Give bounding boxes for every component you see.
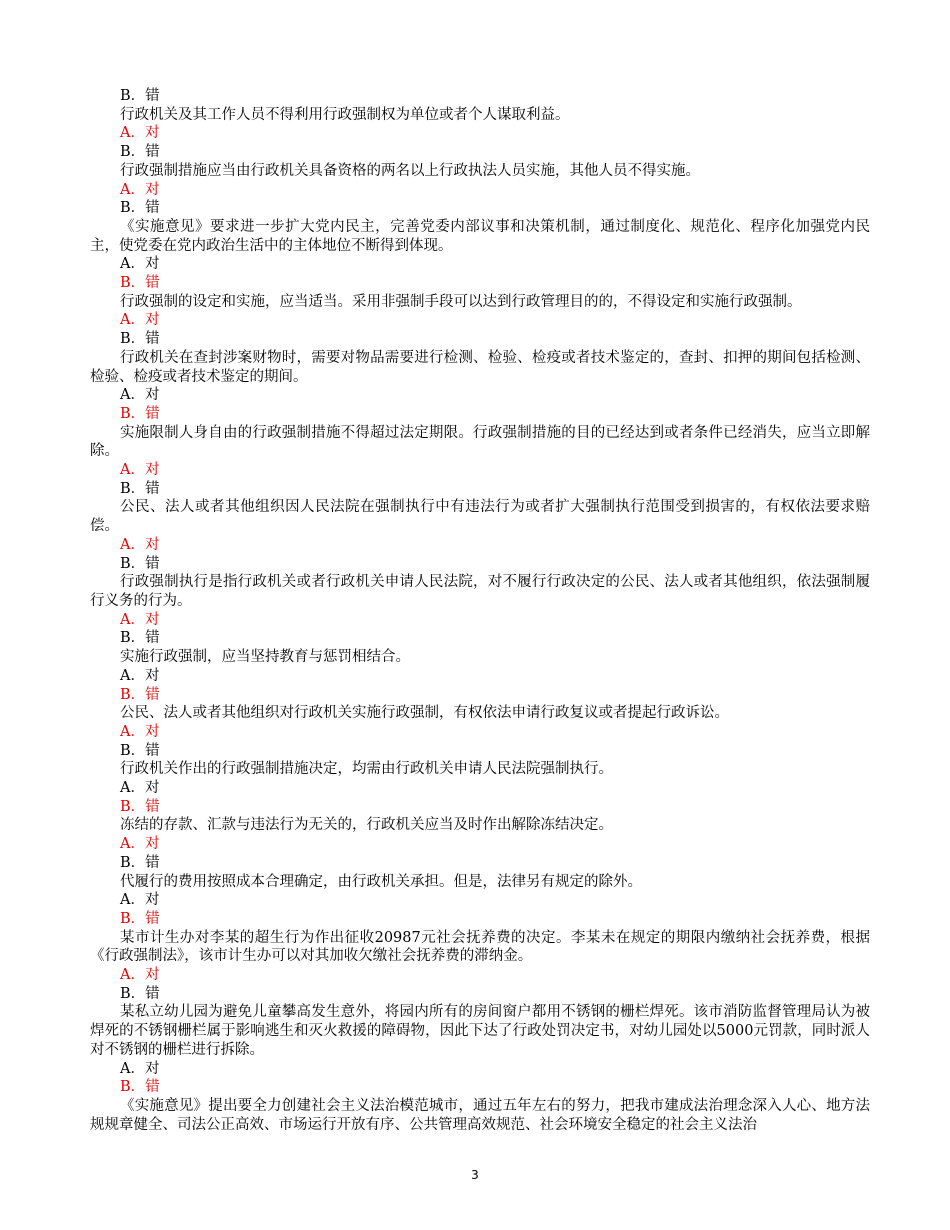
question-item (90, 816, 870, 872)
option-a: A．对 (120, 312, 160, 329)
question-text: 《实施意见》要求进一步扩大党内民主，完善党委内部议事和决策机制，通过制度化、规范化、程序化加强党内民主，使党委在党内政治生活中的主体地位不断得到体现。 (90, 218, 870, 254)
question-text: 实施行政强制，应当坚持教育与惩罚相结合。 (120, 649, 410, 666)
option-b: B．错 (120, 275, 160, 292)
option-a: A．对 (120, 387, 160, 404)
option-a: A．对 (120, 256, 160, 273)
option-a: A．对 (120, 836, 160, 853)
question-text: 冻结的存款、汇款与违法行为无关的，行政机关应当及时作出解除冻结决定。 (120, 817, 613, 834)
option-a: A．对 (120, 892, 160, 909)
question-text: 某私立幼儿园为避免儿童攀高发生意外，将园内所有的房间窗户都用不锈钢的栅栏焊死。该市消防监督管理局认为被焊死的不锈钢栅栏属于影响逃生和灭火救援的障碍物，因此下达了行政处罚决定书，对幼儿园处以5000元罚款，同时派人对不锈钢的栅栏进行拆除。 (90, 1004, 870, 1058)
question-text: 某市计生办对李某的超生行为作出征收20987元社会抚养费的决定。李某未在规定的期限内缴纳社会抚养费，根据《行政强制法》，该市计生办可以对其加收欠缴社会抚养费的滞纳金。 (90, 929, 870, 965)
question-item (90, 293, 870, 349)
question-item (90, 929, 870, 1004)
question-item (90, 648, 870, 704)
document-page (90, 87, 870, 1134)
question-text: 行政机关作出的行政强制措施决定，均需由行政机关申请人民法院强制执行。 (120, 761, 613, 778)
option-b: B．错 (120, 630, 160, 647)
question-item (90, 760, 870, 816)
question-text: 代履行的费用按照成本合理确定，由行政机关承担。但是，法律另有规定的除外。 (120, 873, 642, 890)
question-text: 行政机关及其工作人员不得利用行政强制权为单位或者个人谋取利益。 (120, 106, 570, 123)
option-b: B．错 (120, 798, 160, 815)
question-item (90, 162, 870, 218)
option-b: B．错 (120, 480, 160, 497)
lead-option-b: B．错 (120, 88, 160, 104)
option-b: B．错 (120, 910, 160, 927)
page-number: 3 (471, 1168, 479, 1182)
question-text: 公民、法人或者其他组织对行政机关实施行政强制，有权依法申请行政复议或者提起行政诉讼。 (120, 705, 729, 722)
question-text: 行政机关在查封涉案财物时，需要对物品需要进行检测、检验、检疫或者技术鉴定的，查封、扣押的期间包括检测、检验、检疫或者技术鉴定的期间。 (90, 349, 870, 385)
question-item (90, 106, 870, 162)
question-item (90, 349, 870, 424)
question-item (90, 1003, 870, 1097)
option-a: A．对 (120, 1060, 160, 1077)
option-b: B．错 (120, 742, 160, 759)
option-b: B．错 (120, 144, 160, 161)
option-b: B．错 (120, 854, 160, 871)
option-b: B．错 (120, 985, 160, 1002)
option-b: B．错 (120, 331, 160, 348)
question-item (90, 873, 870, 929)
question-list (90, 106, 870, 1097)
question-item (90, 424, 870, 499)
option-b: B．错 (120, 1079, 160, 1096)
question-item (90, 498, 870, 573)
question-text: 行政强制的设定和实施，应当适当。采用非强制手段可以达到行政管理目的的，不得设定和实施行政强制。 (120, 293, 802, 310)
option-a: A．对 (120, 967, 160, 984)
option-b: B．错 (120, 405, 160, 422)
option-a: A．对 (120, 780, 160, 797)
question-item (90, 704, 870, 760)
option-b: B．错 (120, 200, 160, 217)
question-text: 行政强制措施应当由行政机关具备资格的两名以上行政执法人员实施，其他人员不得实施。 (120, 162, 700, 179)
option-b: B．错 (120, 555, 160, 572)
question-text: 行政强制执行是指行政机关或者行政机关申请人民法院，对不履行行政决定的公民、法人或者其他组织，依法强制履行义务的行为。 (90, 574, 870, 609)
option-a: A．对 (120, 611, 160, 628)
option-a: A．对 (120, 181, 160, 198)
option-b: B．错 (120, 686, 160, 703)
option-a: A．对 (120, 462, 160, 479)
option-a: A．对 (120, 667, 160, 684)
question-text: 实施限制人身自由的行政强制措施不得超过法定期限。行政强制措施的目的已经达到或者条件已经消失，应当立即解除。 (90, 424, 870, 460)
trailing-paragraph: 《实施意见》提出要全力创建社会主义法治模范城市，通过五年左右的努力，把我市建成法治理念深入人心、地方法规规章健全、司法公正高效、市场运行开放有序、公共管理高效规范、社会环境安全稳定的社会主义法治 (90, 1097, 870, 1133)
option-a: A．对 (120, 536, 160, 553)
question-text: 公民、法人或者其他组织因人民法院在强制执行中有违法行为或者扩大强制执行范围受到损害的，有权依法要求赔偿。 (90, 499, 870, 535)
question-item (90, 573, 870, 648)
option-a: A．对 (120, 125, 160, 142)
question-item (90, 218, 870, 293)
option-a: A．对 (120, 723, 160, 740)
